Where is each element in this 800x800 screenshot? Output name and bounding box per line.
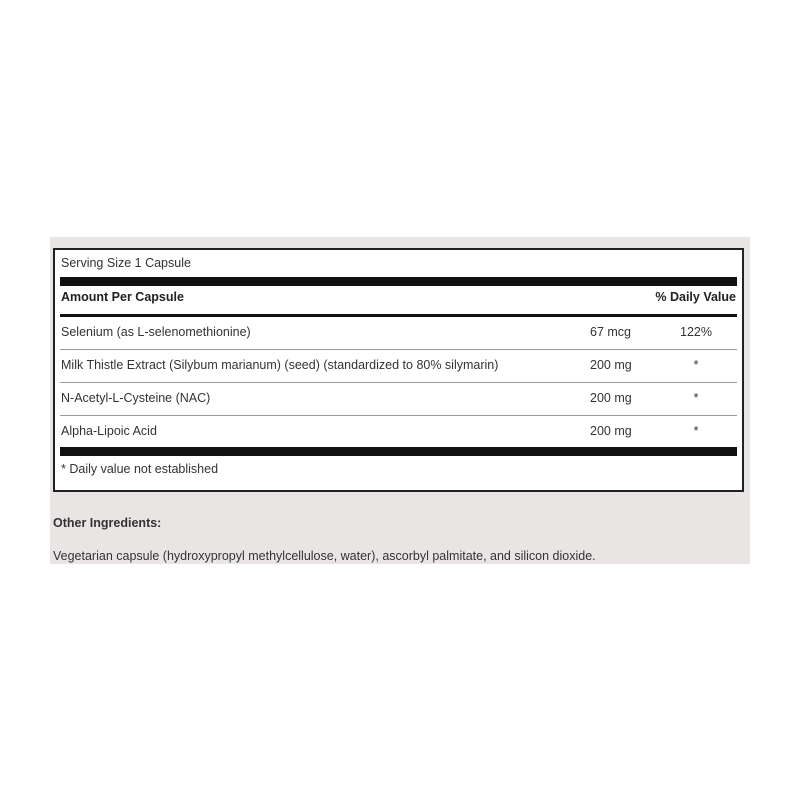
nutrient-amount: 200 mg (590, 358, 632, 372)
nutrient-daily-value: * (693, 391, 699, 405)
nutrient-amount: 200 mg (590, 424, 632, 438)
nutrient-rows (60, 317, 737, 448)
nutrient-name: Selenium (as L-selenomethionine) (61, 325, 251, 339)
serving-size: Serving Size 1 Capsule (61, 256, 191, 270)
nutrient-row (60, 416, 737, 448)
nutrient-amount: 67 mcg (590, 325, 631, 339)
other-ingredients-title: Other Ingredients: (53, 516, 162, 530)
nutrient-daily-value: * (693, 358, 699, 372)
nutrient-daily-value: * (693, 424, 699, 438)
facts-header-row (61, 290, 736, 308)
daily-value-footnote: * Daily value not established (61, 462, 219, 476)
nutrient-name: N-Acetyl-L-Cysteine (NAC) (61, 391, 211, 405)
nutrient-name: Milk Thistle Extract (Silybum marianum) (seed) (standardized to 80% silymarin) (61, 358, 499, 372)
other-ingredients-text: Vegetarian capsule (hydroxypropyl methylcellulose, water), ascorbyl palmitate, and silicon dioxide. (53, 549, 596, 563)
bottom-thick-rule (60, 447, 737, 456)
amount-per-capsule-heading: Amount Per Capsule (61, 290, 184, 304)
daily-value-heading: % Daily Value (655, 290, 736, 304)
supplement-facts-box (53, 248, 744, 492)
top-thick-rule (60, 277, 737, 286)
nutrient-row (60, 317, 737, 350)
nutrient-row (60, 383, 737, 416)
nutrient-amount: 200 mg (590, 391, 632, 405)
nutrient-row (60, 350, 737, 383)
nutrient-name: Alpha-Lipoic Acid (61, 424, 157, 438)
nutrient-daily-value: 122% (680, 325, 712, 339)
